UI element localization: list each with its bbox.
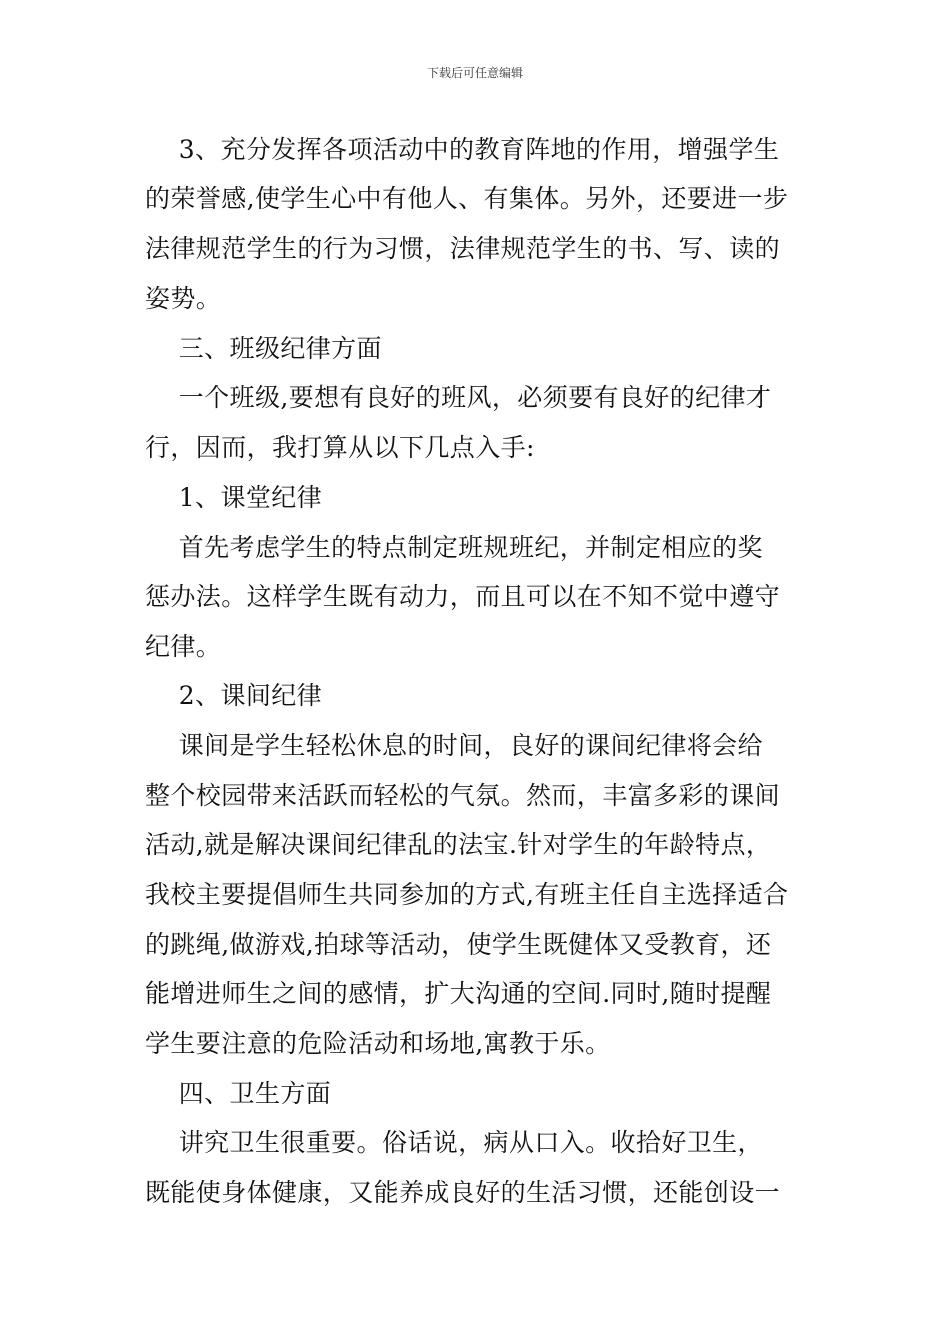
text-line: 一个班级,要想有良好的班风，必须要有良好的纪律才 (145, 383, 772, 412)
text-line: 讲究卫生很重要。俗话说，病从口入。收拾好卫生， (145, 1128, 763, 1157)
text-line: 首先考虑学生的特点制定班规班纪，并制定相应的奖 (145, 533, 763, 562)
text-line: 法律规范学生的行为习惯，法律规范学生的书、写、读的 (145, 234, 781, 263)
text-line: 的跳绳,做游戏,拍球等活动，使学生既健体又受教育，还 (145, 930, 772, 959)
subsection-heading: 2、课间纪律 (145, 681, 323, 710)
text-line: 学生要注意的危险活动和场地,寓教于乐。 (145, 1029, 611, 1058)
page-header: 下载后可任意编辑 (426, 66, 523, 80)
text-line: 纪律。 (145, 632, 222, 661)
text-line: 惩办法。这样学生既有动力，而且可以在不知不觉中遵守 (145, 582, 781, 611)
section-heading: 三、班级纪律方面 (145, 334, 382, 363)
text-line: 3、充分发挥各项活动中的教育阵地的作用，增强学生 (145, 135, 780, 164)
text-line: 的荣誉感,使学生心中有他人、有集体。另外，还要进一步 (145, 184, 789, 213)
text-line: 姿势。 (145, 284, 222, 313)
text-line: 行，因而，我打算从以下几点入手: (145, 433, 535, 462)
text-line: 既能使身体健康，又能养成良好的生活习惯，还能创设一 (145, 1178, 781, 1207)
subsection-heading: 1、课堂纪律 (145, 483, 323, 512)
text-line: 我校主要提倡师生共同参加的方式,有班主任自主选择适合 (145, 880, 789, 909)
section-heading: 四、卫生方面 (145, 1079, 332, 1108)
text-line: 能增进师生之间的感情，扩大沟通的空间.同时,随时提醒 (145, 979, 772, 1008)
text-line: 整个校园带来活跃而轻松的气氛。然而，丰富多彩的课间 (145, 781, 781, 810)
text-line: 课间是学生轻松休息的时间，良好的课间纪律将会给 (145, 731, 763, 760)
text-line: 活动,就是解决课间纪律乱的法宝.针对学生的年龄特点， (145, 830, 772, 859)
